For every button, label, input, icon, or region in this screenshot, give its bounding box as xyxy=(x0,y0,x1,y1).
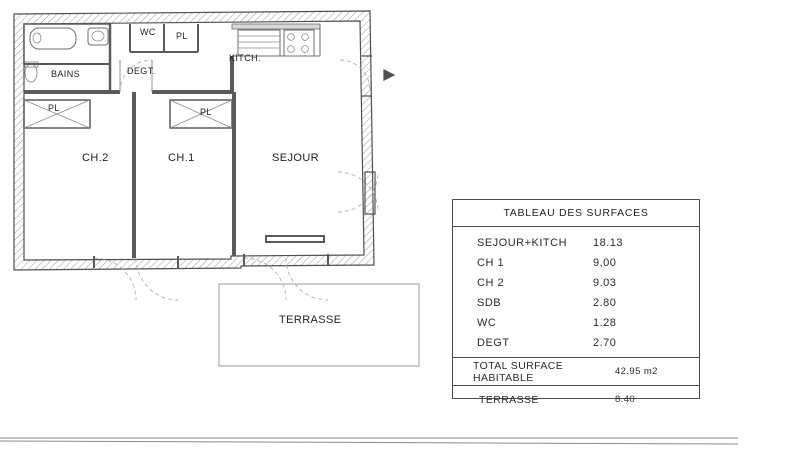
surface-row-name: SDB xyxy=(477,297,502,309)
surface-row-value: 18.13 xyxy=(593,237,624,249)
surface-total-name: TOTAL SURFACE HABITABLE xyxy=(473,359,564,384)
surface-terrasse-name: TERRASSE xyxy=(479,393,539,406)
room-label-sejour: SEJOUR xyxy=(272,152,320,164)
room-label-ch1: CH.1 xyxy=(168,152,195,164)
surface-row-value: 2.80 xyxy=(593,297,617,309)
table-row xyxy=(453,253,699,273)
surface-row-value: 9,00 xyxy=(593,257,617,269)
table-row xyxy=(453,273,699,293)
room-label-pl-wc: PL xyxy=(176,31,188,41)
surface-total-value: 42.95 m2 xyxy=(615,366,658,377)
surface-row-name: CH 2 xyxy=(477,277,505,289)
surface-row-value: 9.03 xyxy=(593,277,617,289)
room-label-wc: WC xyxy=(140,27,156,37)
surface-row-name: DEGT xyxy=(477,337,510,349)
surface-row-name: SEJOUR+KITCH xyxy=(477,237,568,249)
surface-terrasse-row xyxy=(453,386,699,413)
surface-table-body xyxy=(453,227,699,358)
room-label-pl-ch2: PL xyxy=(48,103,60,113)
surface-row-name: CH 1 xyxy=(477,257,505,269)
room-label-kitchen: KITCH. xyxy=(229,53,261,63)
surface-row-value: 1.28 xyxy=(593,317,617,329)
table-row xyxy=(453,333,699,353)
surface-row-name: WC xyxy=(477,317,497,329)
surface-terrasse-value: 8.40 xyxy=(615,394,636,405)
table-row xyxy=(453,313,699,333)
table-row xyxy=(453,293,699,313)
room-label-ch2: CH.2 xyxy=(82,152,109,164)
room-label-terrasse: TERRASSE xyxy=(279,314,342,326)
room-label-pl-ch1: PL xyxy=(200,107,212,117)
surface-table xyxy=(452,199,700,406)
table-row xyxy=(453,233,699,253)
room-label-bains: BAINS xyxy=(51,69,81,79)
room-label-degt: DEGT. xyxy=(127,66,156,76)
surface-row-value: 2.70 xyxy=(593,337,617,349)
surface-total-row xyxy=(453,358,699,386)
surface-table-title: TABLEAU DES SURFACES xyxy=(453,200,699,227)
